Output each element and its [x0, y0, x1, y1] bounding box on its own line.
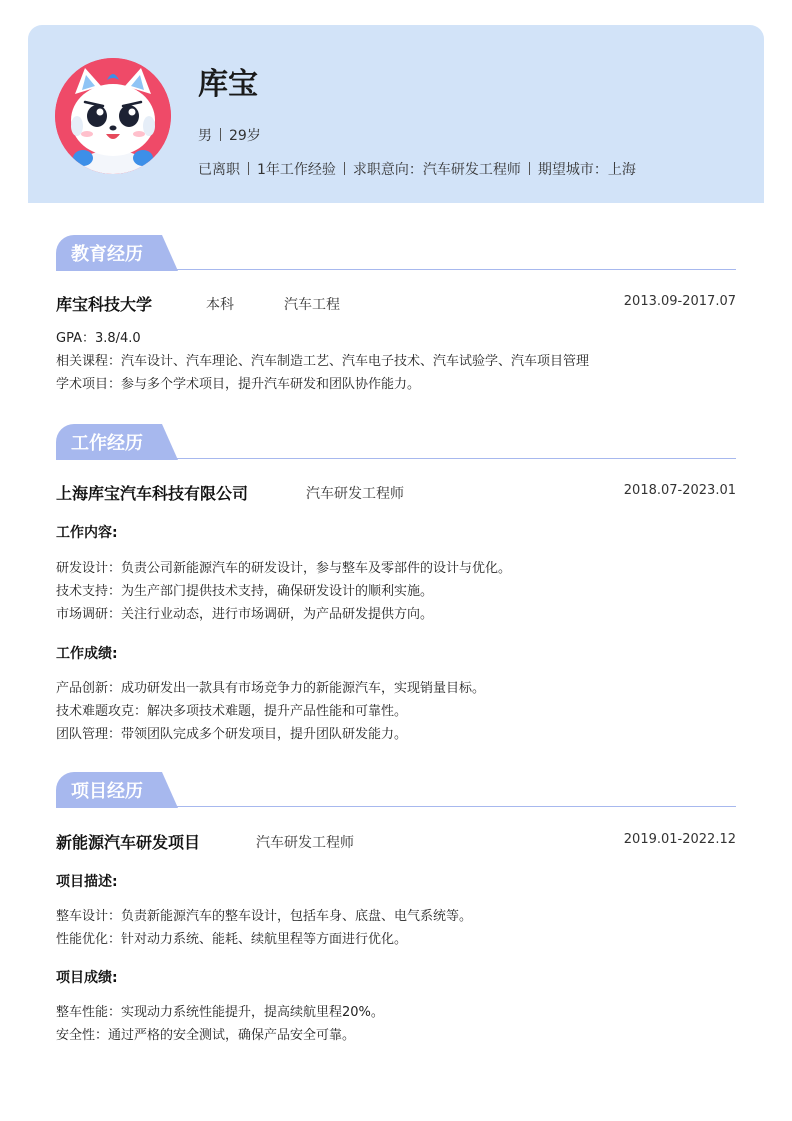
project-description-title: 项目描述:	[56, 874, 118, 890]
cat-mascot-avatar-icon	[55, 58, 171, 174]
education-section-title	[56, 235, 736, 271]
section-label: 工作经历	[71, 433, 143, 454]
divider	[344, 162, 345, 175]
section-divider	[56, 458, 736, 459]
gender: 男	[198, 128, 212, 144]
divider	[529, 162, 530, 175]
list-item: 市场调研：关注行业动态，进行市场调研，为产品研发提供方向。	[56, 607, 434, 622]
work-date: 2018.07-2023.01	[623, 483, 736, 498]
list-item: 技术难题攻克：解决多项技术难题，提升产品性能和可靠性。	[56, 704, 408, 719]
school-name: 库宝科技大学	[56, 295, 153, 314]
list-item: 产品创新：成功研发出一款具有市场竞争力的新能源汽车，实现销量目标。	[56, 681, 486, 696]
degree: 本科	[206, 297, 234, 313]
education-date: 2013.09-2017.07	[623, 294, 736, 309]
basic-info-line	[198, 125, 261, 145]
age: 29岁	[229, 128, 261, 144]
section-divider	[56, 269, 736, 270]
work-achievement-list	[56, 677, 736, 746]
section-label: 教育经历	[71, 244, 143, 265]
work-entry-header	[56, 481, 736, 505]
section-tab	[56, 772, 178, 808]
job-role: 汽车研发工程师	[306, 486, 404, 502]
resume-header	[28, 25, 764, 203]
section-tab	[56, 424, 178, 460]
project-role: 汽车研发工程师	[256, 835, 354, 851]
divider	[248, 162, 249, 175]
project-section-title	[56, 772, 736, 808]
project-description-list	[56, 905, 736, 951]
list-item: 整车设计：负责新能源汽车的整车设计，包括车身、底盘、电气系统等。	[56, 909, 473, 924]
project-achievement-title: 项目成绩:	[56, 970, 118, 986]
list-item: 整车性能：实现动力系统性能提升，提高续航里程20%。	[56, 1005, 384, 1020]
expected-city: 期望城市：上海	[537, 162, 636, 178]
work-section-title	[56, 424, 736, 460]
company-name: 上海库宝汽车科技有限公司	[56, 484, 249, 503]
education-details	[56, 327, 736, 396]
section-divider	[56, 806, 736, 807]
section-tab	[56, 235, 178, 271]
education-entry-header	[56, 292, 736, 316]
list-item: 团队管理：带领团队完成多个研发项目，提升团队研发能力。	[56, 727, 408, 742]
job-intention: 求职意向：汽车研发工程师	[352, 162, 521, 178]
project-achievement-list	[56, 1001, 736, 1047]
list-item: GPA：3.8/4.0	[56, 331, 141, 346]
list-item: 研发设计：负责公司新能源汽车的研发设计，参与整车及零部件的设计与优化。	[56, 561, 512, 576]
job-status: 已离职	[198, 162, 240, 178]
work-content-title: 工作内容:	[56, 525, 118, 541]
list-item: 性能优化：针对动力系统、能耗、续航里程等方面进行优化。	[56, 932, 408, 947]
project-date: 2019.01-2022.12	[623, 832, 736, 847]
divider	[220, 128, 221, 141]
section-label: 项目经历	[71, 781, 143, 802]
list-item: 技术支持：为生产部门提供技术支持，确保研发设计的顺利实施。	[56, 584, 434, 599]
work-content-list	[56, 557, 736, 626]
major: 汽车工程	[284, 297, 340, 313]
list-item: 相关课程：汽车设计、汽车理论、汽车制造工艺、汽车电子技术、汽车试验学、汽车项目管理	[56, 354, 590, 369]
job-info-line	[198, 159, 636, 179]
work-experience: 1年工作经验	[257, 162, 336, 178]
candidate-name: 库宝	[198, 67, 258, 102]
list-item: 学术项目：参与多个学术项目，提升汽车研发和团队协作能力。	[56, 377, 421, 392]
list-item: 安全性：通过严格的安全测试，确保产品安全可靠。	[56, 1028, 356, 1043]
project-name: 新能源汽车研发项目	[56, 833, 201, 852]
work-achievement-title: 工作成绩:	[56, 646, 118, 662]
project-entry-header	[56, 830, 736, 854]
